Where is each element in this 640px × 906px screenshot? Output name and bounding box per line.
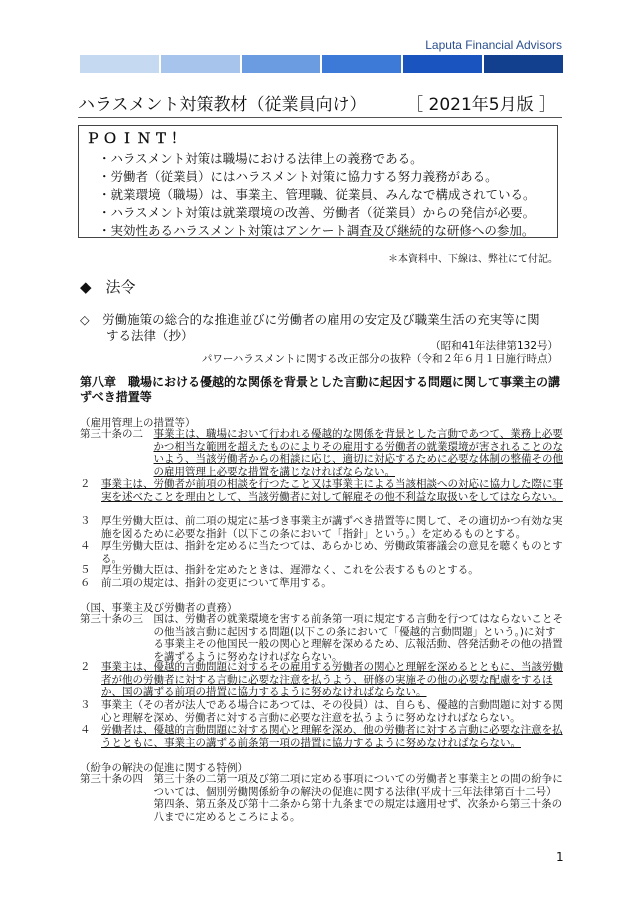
paragraph-text: 事業主は、職場において行われる優越的な関係を背景とした言動であつて、業務上必要かつ相当な範囲を超えたものによりその雇用する労働者の就業環境が害されることのないよう、当該労働者からの相談に応じ、適切に対応するために必要な体制の整備その他の雇用管理上必要な措置を講じなければならない。 [153,428,563,478]
paragraph-text: 前二項の規定は、指針の変更について準用する。 [101,577,332,589]
article-heading: （雇用管理上の措置等） [80,417,196,429]
underline-note: ＊本資料中、下線は、弊社にて付記。 [388,254,558,265]
point-item: ・ハラスメント対策は職場における法律上の義務である。 [98,151,423,166]
title-underline [78,117,562,118]
paragraph-number: ２ [80,661,101,673]
paragraph-number: ５ [80,564,101,576]
document-title: ハラスメント対策教材（従業員向け） [78,95,367,115]
paragraph-number: 第三十条の三 [80,613,154,625]
paragraph-text: 労働者は、優越的言動問題に対する関心と理解を深め、他の労働者に対する言動に必要な注意を払うとともに、事業主の講ずる前条第一項の措置に協力するように努めなければならない。 [101,724,563,749]
paragraph-text: 事業主は、優越的言動問題に対するその雇用する労働者の関心と理解を深めるとともに、当該労働者が他の労働者に対する言動に必要な注意を払うよう、研修の実施その他の必要な配慮をするほか、国の講ずる前項の措置に協力するように努めなければならない。 [101,661,563,699]
paragraph-number: ４ [80,724,101,736]
paragraph-text: 第三十条の二第一項及び第二項に定める事項についての労働者と事業主との間の紛争については、個別労働関係紛争の解決の促進に関する法律(平成十三年法律第百十二号）第四条、第五条及び第十二条から第十九条までの規定は適用せず、次条から第三十条の八までに定めるところによる。 [153,773,563,823]
section-heading [80,276,136,297]
paragraph-number: 第三十条の四 [80,773,154,785]
color-bar-6 [484,55,563,73]
paragraph-text: 厚生労働大臣は、指針を定めたときは、遅滞なく、これを公表するものとする。 [101,564,479,576]
paragraph-number: ２ [80,478,101,490]
paragraph-number: 第三十条の二 [80,428,154,440]
article-paragraph [80,699,563,724]
law-excerpt-note: パワーハラスメントに関する改正部分の抜粋（令和２年６月１日施行時点） [201,353,558,365]
article-paragraph [80,724,563,749]
color-bar-2 [161,55,240,73]
article-paragraph [80,428,563,478]
chapter-heading: 第八章 職場における優越的な関係を背景とした言動に起因する問題に関して事業主の講ずべき措置等 [80,375,561,404]
point-item: ・ハラスメント対策は就業環境の改善、労働者（従業員）からの発信が必要。 [98,205,536,220]
paragraph-number: ３ [80,515,101,527]
point-item: ・実効性あるハラスメント対策はアンケート調査及び継続的な研修への参加。 [98,223,535,238]
article-heading: （国、事業主及び労働者の責務） [80,602,238,614]
section-title: 法令 [105,278,136,296]
paragraph-text: 厚生労働大臣は、前二項の規定に基づき事業主が講ずべき措置等に関して、その適切かつ有効な実施を図るために必要な指針（以下この条において「指針」という。）を定めるものとする。 [101,515,563,540]
point-item: ・労働者（従業員）にはハラスメント対策に協力する努力義務がある。 [98,169,498,184]
article-paragraph [80,613,563,663]
paragraph-text: 事業主は、労働者が前項の相談を行つたこと又は事業主による当該相談への対応に協力した際に事実を述べたことを理由として、当該労働者に対して解雇その他不利益な取扱いをしてはならない。 [101,478,563,503]
paragraph-number: ４ [80,540,101,552]
article-paragraph [80,577,563,590]
point-item: ・就業環境（職場）は、事業主、管理職、従業員、みんなで構成されている。 [98,187,536,202]
color-bar-3 [242,55,321,73]
paragraph-text: 国は、労働者の就業環境を害する前条第一項に規定する言動を行つてはならないことその他当該言動に起因する問題(以下この条において「優越的言動問題」という。)に対する事業主その他国民一般の関心と理解を深めるため、広報活動、啓発活動その他の措置を講ずるように努めなければならない。 [153,613,563,663]
article-paragraph [80,515,563,540]
paragraph-text: 事業主（その者が法人である場合にあつては、その役員）は、自らも、優越的言動問題に対する関心と理解を深め、労働者に対する言動に必要な注意を払うように努めなければならない。 [101,699,563,724]
paragraph-text: 厚生労働大臣は、指針を定めるに当たつては、あらかじめ、労働政策審議会の意見を聴くものとする。 [101,540,563,565]
law-number: （昭和41年法律第132号） [430,340,558,352]
paragraph-number: ３ [80,699,101,711]
article-paragraph [80,773,563,823]
paragraph-number: ６ [80,577,101,589]
diamond-icon: ◆ [80,278,92,296]
article-heading: （紛争の解決の促進に関する特例） [80,762,248,774]
point-heading: ＰＯＩＮＴ！ [86,131,188,147]
article-paragraph [80,478,563,503]
color-bar-1 [80,55,159,73]
page-number: 1 [556,850,564,864]
article-paragraph [80,564,563,577]
article-paragraph [80,540,563,565]
brand-name: Laputa Financial Advisors [425,38,562,52]
color-bar-4 [322,55,401,73]
color-bar-5 [403,55,482,73]
law-title-line2: する法律（抄） [106,328,194,343]
law-title-line1: ◇ 労働施策の総合的な推進並びに労働者の雇用の安定及び職業生活の充実等に関 [80,312,540,327]
edition-label: ［ 2021年5月版 ］ [406,95,556,115]
header-color-bars [80,55,563,73]
article-paragraph [80,661,563,699]
